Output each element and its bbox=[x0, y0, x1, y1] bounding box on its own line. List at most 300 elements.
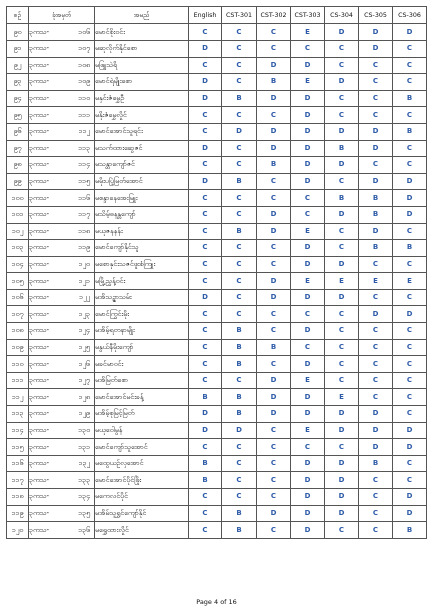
table-row bbox=[7, 206, 427, 223]
grade-cs-304: D bbox=[325, 24, 359, 41]
roll-number: ၁၂၇ bbox=[78, 376, 90, 385]
grade-cst-303: C bbox=[291, 339, 325, 356]
name-cell: မမြို့ညွှန့်ဝင်း bbox=[95, 273, 189, 290]
grade-cs-306: C bbox=[393, 57, 427, 74]
grade-cs-306: C bbox=[393, 406, 427, 423]
grade-cst-302: D bbox=[257, 57, 291, 74]
grade-cs-304: C bbox=[325, 439, 359, 456]
grade-english: C bbox=[189, 489, 222, 506]
roll-cell bbox=[29, 406, 95, 423]
name-cell: မနွယ်နီမိုးကျော် bbox=[95, 339, 189, 356]
roll-number: ၁၁၀ bbox=[78, 94, 90, 103]
grade-cs-304: C bbox=[325, 372, 359, 389]
serial-cell: ၉၇ bbox=[7, 140, 29, 157]
grade-cs-304: C bbox=[325, 356, 359, 373]
grade-cs-304: C bbox=[325, 339, 359, 356]
grade-cst-302: D bbox=[257, 406, 291, 423]
roll-prefix: ၃ကသ- bbox=[29, 226, 50, 235]
grade-english: C bbox=[189, 190, 222, 207]
grade-english: D bbox=[189, 422, 222, 439]
grade-cst-301: C bbox=[222, 206, 257, 223]
header-cs-304: CS-304 bbox=[325, 7, 359, 24]
grade-cst-302: D bbox=[257, 123, 291, 140]
name-cell: မသိမ့်ဓနန္တကျော် bbox=[95, 206, 189, 223]
roll-cell bbox=[29, 173, 95, 190]
grade-cst-301: B bbox=[222, 406, 257, 423]
serial-cell: ၁၁၆ bbox=[7, 455, 29, 472]
roll-cell bbox=[29, 40, 95, 57]
grade-cst-303: D bbox=[291, 472, 325, 489]
grade-cst-303: D bbox=[291, 140, 325, 157]
name-cell: မအိမြတ်စော bbox=[95, 372, 189, 389]
grade-cs-306: B bbox=[393, 90, 427, 107]
grade-cs-306: C bbox=[393, 372, 427, 389]
grade-cst-302: D bbox=[257, 206, 291, 223]
table-row bbox=[7, 240, 427, 257]
roll-cell bbox=[29, 90, 95, 107]
name-cell: မောင်အောင်ပိုင်ဖြိုး bbox=[95, 472, 189, 489]
name-cell: မောင်ကျော်သူအောင် bbox=[95, 439, 189, 456]
grade-cst-302: C bbox=[257, 40, 291, 57]
grade-cs-305: D bbox=[359, 123, 393, 140]
roll-prefix: ၃ကသ- bbox=[29, 44, 50, 53]
grade-cst-303: D bbox=[291, 107, 325, 124]
grade-cst-302: C bbox=[257, 422, 291, 439]
roll-prefix: ၃ကသ- bbox=[29, 210, 50, 219]
grade-cs-305: C bbox=[359, 323, 393, 340]
grade-cs-306: C bbox=[393, 40, 427, 57]
grade-cst-303: D bbox=[291, 406, 325, 423]
table-row bbox=[7, 489, 427, 506]
grade-english: C bbox=[189, 439, 222, 456]
grade-cs-305: C bbox=[359, 472, 393, 489]
grade-english: C bbox=[189, 356, 222, 373]
grade-english: C bbox=[189, 223, 222, 240]
grade-cs-306: C bbox=[393, 107, 427, 124]
grade-cs-306: C bbox=[393, 356, 427, 373]
roll-prefix: ၃ကသ- bbox=[29, 492, 50, 501]
grade-cs-306: C bbox=[393, 223, 427, 240]
roll-cell bbox=[29, 289, 95, 306]
grade-cs-305: B bbox=[359, 455, 393, 472]
grade-cs-306: C bbox=[393, 389, 427, 406]
grade-cst-303: C bbox=[291, 206, 325, 223]
grade-cs-306: C bbox=[393, 157, 427, 174]
roll-number: ၁၃၆ bbox=[78, 525, 90, 534]
name-cell: မောင်ကျော်နိုင်သူ bbox=[95, 240, 189, 257]
grade-cst-301: B bbox=[222, 339, 257, 356]
table-row bbox=[7, 406, 427, 423]
grade-cs-305: C bbox=[359, 57, 393, 74]
grade-cs-305: D bbox=[359, 422, 393, 439]
name-cell: မယုဇနနန်း bbox=[95, 223, 189, 240]
serial-cell: ၁၀၁ bbox=[7, 206, 29, 223]
serial-cell: ၁၀၄ bbox=[7, 256, 29, 273]
name-cell: မယုဝေါမွန် bbox=[95, 422, 189, 439]
grade-cst-302: C bbox=[257, 455, 291, 472]
table-body bbox=[7, 24, 427, 538]
roll-number: ၁၃၄ bbox=[78, 492, 90, 501]
table-row bbox=[7, 306, 427, 323]
roll-prefix: ၃ကသ- bbox=[29, 309, 50, 318]
grade-cst-303: E bbox=[291, 273, 325, 290]
roll-number: ၁၃၂ bbox=[78, 459, 90, 468]
grade-cs-306: D bbox=[393, 206, 427, 223]
roll-number: ၁၃၀ bbox=[78, 425, 90, 434]
roll-number: ၁၂၂ bbox=[79, 293, 90, 302]
table-row bbox=[7, 339, 427, 356]
table-row bbox=[7, 505, 427, 522]
roll-cell bbox=[29, 140, 95, 157]
grade-cst-302: D bbox=[257, 289, 291, 306]
grade-english: D bbox=[189, 74, 222, 91]
name-cell: မသန္တာကျော်ဇင် bbox=[95, 157, 189, 174]
name-cell: မအိသဉ္ဇာသမ်း bbox=[95, 289, 189, 306]
table-row bbox=[7, 24, 427, 41]
roll-number: ၁၂၀ bbox=[78, 260, 90, 268]
grade-cst-303: C bbox=[291, 40, 325, 57]
roll-prefix: ၃ကသ- bbox=[29, 342, 50, 351]
name-cell: မသက်ထားဆွေဇင် bbox=[95, 140, 189, 157]
grade-cs-305: E bbox=[359, 273, 393, 290]
name-cell: မောင်ရဲမျိုးစော bbox=[95, 74, 189, 91]
roll-cell bbox=[29, 24, 95, 41]
roll-number: ၁၁၇ bbox=[78, 210, 90, 219]
grade-cs-306: B bbox=[393, 240, 427, 257]
roll-prefix: ၃ကသ- bbox=[29, 193, 50, 202]
table-row bbox=[7, 323, 427, 340]
grade-cst-301: C bbox=[222, 455, 257, 472]
grade-cs-304: D bbox=[325, 256, 359, 273]
table-row bbox=[7, 157, 427, 174]
serial-cell: ၁၀၈ bbox=[7, 323, 29, 340]
grade-cs-304: D bbox=[325, 157, 359, 174]
grade-cst-302: D bbox=[257, 273, 291, 290]
grade-cs-305: C bbox=[359, 256, 393, 273]
grade-cs-304: D bbox=[325, 74, 359, 91]
grade-english: C bbox=[189, 256, 222, 273]
grade-english: D bbox=[189, 140, 222, 157]
header-row bbox=[7, 7, 427, 24]
roll-number: ၁၂၈ bbox=[78, 392, 90, 401]
roll-cell bbox=[29, 455, 95, 472]
roll-cell bbox=[29, 505, 95, 522]
name-cell: မစန္ဒာနေအေးမြူး bbox=[95, 190, 189, 207]
grade-cs-304: D bbox=[325, 289, 359, 306]
grade-cs-306: D bbox=[393, 306, 427, 323]
roll-number: ၁၁၄ bbox=[78, 160, 90, 169]
grade-cst-303: D bbox=[291, 389, 325, 406]
table-row bbox=[7, 389, 427, 406]
table-row bbox=[7, 123, 427, 140]
serial-cell: ၉၆ bbox=[7, 123, 29, 140]
grade-cs-306: C bbox=[393, 74, 427, 91]
roll-prefix: ၃ကသ- bbox=[29, 243, 50, 252]
grade-cst-303: D bbox=[291, 455, 325, 472]
header-cs-306: CS-306 bbox=[393, 7, 427, 24]
name-cell: မခင်မာဝင်း bbox=[95, 356, 189, 373]
grade-cst-302: C bbox=[257, 306, 291, 323]
grade-english: B bbox=[189, 389, 222, 406]
grade-english: C bbox=[189, 57, 222, 74]
roll-prefix: ၃ကသ- bbox=[29, 508, 50, 517]
roll-cell bbox=[29, 206, 95, 223]
grade-cst-302: C bbox=[257, 489, 291, 506]
grade-cst-303: D bbox=[291, 323, 325, 340]
grade-cst-302: D bbox=[257, 140, 291, 157]
grade-cst-302: C bbox=[257, 24, 291, 41]
roll-prefix: ၃ကသ- bbox=[29, 293, 50, 302]
grade-cs-304: C bbox=[325, 57, 359, 74]
grade-cs-305: C bbox=[359, 356, 393, 373]
grade-cst-301: C bbox=[222, 74, 257, 91]
grade-cst-303: D bbox=[291, 489, 325, 506]
grade-cst-302: D bbox=[257, 505, 291, 522]
grade-cs-305: D bbox=[359, 439, 393, 456]
grade-cst-302: D bbox=[257, 90, 291, 107]
grade-cst-303: C bbox=[291, 306, 325, 323]
roll-number: ၁၁၅ bbox=[78, 177, 90, 186]
roll-number: ၁၁၈ bbox=[78, 226, 90, 235]
grade-english: D bbox=[189, 289, 222, 306]
serial-cell: ၁၁၇ bbox=[7, 472, 29, 489]
roll-cell bbox=[29, 57, 95, 74]
grade-cs-304: D bbox=[325, 206, 359, 223]
grade-cs-305: C bbox=[359, 289, 393, 306]
roll-number: ၁၃၃ bbox=[78, 475, 90, 484]
name-cell: မောင်စိုးဝင်း bbox=[95, 24, 189, 41]
serial-cell: ၉၀ bbox=[7, 24, 29, 41]
serial-cell: ၁၀၅ bbox=[7, 273, 29, 290]
grade-cst-303: D bbox=[291, 157, 325, 174]
grade-cs-306: C bbox=[393, 140, 427, 157]
grade-cs-305: B bbox=[359, 206, 393, 223]
grade-cst-301: C bbox=[222, 240, 257, 257]
grade-cst-302: C bbox=[257, 256, 291, 273]
serial-cell: ၁၂၀ bbox=[7, 522, 29, 539]
serial-cell: ၉၉ bbox=[7, 173, 29, 190]
grade-english: C bbox=[189, 522, 222, 539]
grade-english: C bbox=[189, 306, 222, 323]
roll-number: ၁၃၅ bbox=[78, 508, 90, 517]
grade-cst-302: C bbox=[257, 240, 291, 257]
grade-cs-305: C bbox=[359, 522, 393, 539]
table-row bbox=[7, 190, 427, 207]
grade-cst-303: D bbox=[291, 57, 325, 74]
grade-cs-306: D bbox=[393, 489, 427, 506]
name-cell: မအိမ့်စုမြင့်မြတ် bbox=[95, 406, 189, 423]
grade-cst-301: C bbox=[222, 439, 257, 456]
serial-cell: ၁၀၇ bbox=[7, 306, 29, 323]
grade-cs-304: B bbox=[325, 190, 359, 207]
roll-cell bbox=[29, 489, 95, 506]
roll-prefix: ၃ကသ- bbox=[29, 376, 50, 385]
grade-cst-301: C bbox=[222, 289, 257, 306]
grade-english: D bbox=[189, 90, 222, 107]
grade-cst-302: C bbox=[257, 190, 291, 207]
grade-cst-302: B bbox=[257, 74, 291, 91]
table-row bbox=[7, 439, 427, 456]
grade-cs-304: D bbox=[325, 489, 359, 506]
grade-cs-305: D bbox=[359, 406, 393, 423]
grade-english: C bbox=[189, 157, 222, 174]
grade-cst-303: E bbox=[291, 422, 325, 439]
serial-cell: ၉၄ bbox=[7, 90, 29, 107]
header-roll: ခုံအမှတ် bbox=[29, 7, 95, 24]
grade-cst-301: C bbox=[222, 140, 257, 157]
serial-cell: ၁၁၄ bbox=[7, 422, 29, 439]
roll-cell bbox=[29, 306, 95, 323]
grade-english: C bbox=[189, 206, 222, 223]
serial-cell: ၁၁၀ bbox=[7, 356, 29, 373]
serial-cell: ၁၀၀ bbox=[7, 190, 29, 207]
grade-english: C bbox=[189, 505, 222, 522]
name-cell: မနှင်းဇံမွှေဦ bbox=[95, 90, 189, 107]
grade-cst-303: E bbox=[291, 372, 325, 389]
grade-cs-304: D bbox=[325, 422, 359, 439]
grade-cs-305: D bbox=[359, 40, 393, 57]
name-cell: မောင်ကြွင်းမိုး bbox=[95, 306, 189, 323]
grade-cst-301: C bbox=[222, 273, 257, 290]
grade-cst-303: C bbox=[291, 439, 325, 456]
grade-cst-301: D bbox=[222, 422, 257, 439]
serial-cell: ၉၃ bbox=[7, 74, 29, 91]
grade-cst-301: B bbox=[222, 505, 257, 522]
name-cell: မောင်အောင်သူရင်း bbox=[95, 123, 189, 140]
grade-cst-303: E bbox=[291, 24, 325, 41]
grade-english: D bbox=[189, 40, 222, 57]
header-english: English bbox=[189, 7, 222, 24]
roll-number: ၁၁၂ bbox=[78, 127, 90, 136]
grade-cs-305: C bbox=[359, 389, 393, 406]
header-cst-301: CST-301 bbox=[222, 7, 257, 24]
name-cell: မအိမ့်ရတနာမျိုး bbox=[95, 323, 189, 340]
roll-cell bbox=[29, 389, 95, 406]
grade-cs-306: E bbox=[393, 273, 427, 290]
table-row bbox=[7, 74, 427, 91]
grade-cs-304: C bbox=[325, 40, 359, 57]
grade-cs-306: D bbox=[393, 422, 427, 439]
grade-cs-304: C bbox=[325, 306, 359, 323]
grade-cst-302: B bbox=[257, 157, 291, 174]
header-serial: စဥ် bbox=[7, 7, 29, 24]
grade-english: D bbox=[189, 406, 222, 423]
roll-prefix: ၃ကသ- bbox=[29, 359, 50, 368]
grade-cs-304: C bbox=[325, 522, 359, 539]
grade-cst-301: C bbox=[222, 306, 257, 323]
page-footer: Page 4 of 16 bbox=[196, 598, 237, 606]
grade-cs-306: C bbox=[393, 289, 427, 306]
serial-cell: ၁၀၂ bbox=[7, 223, 29, 240]
grade-cs-306: C bbox=[393, 256, 427, 273]
serial-cell: ၁၁၈ bbox=[7, 489, 29, 506]
grade-cs-306: D bbox=[393, 505, 427, 522]
grade-cst-302: D bbox=[257, 389, 291, 406]
roll-number: ၁၂၅ bbox=[78, 342, 90, 351]
grade-cs-304: C bbox=[325, 90, 359, 107]
grade-cs-304: D bbox=[325, 455, 359, 472]
roll-number: ၁၂၉ bbox=[78, 409, 90, 418]
roll-cell bbox=[29, 339, 95, 356]
roll-number: ၁၃၁ bbox=[78, 442, 90, 451]
grade-english: C bbox=[189, 107, 222, 124]
roll-number: ၁၂၁ bbox=[78, 276, 90, 285]
name-cell: မဖြူသဲရိ bbox=[95, 57, 189, 74]
name-cell: မကေလင်ပိုင် bbox=[95, 489, 189, 506]
grade-cst-302: C bbox=[257, 472, 291, 489]
name-cell: မထွေယဉ်လှအောင် bbox=[95, 455, 189, 472]
grade-cs-304: C bbox=[325, 173, 359, 190]
grade-cst-302: B bbox=[257, 339, 291, 356]
roll-prefix: ၃ကသ- bbox=[29, 177, 50, 186]
grade-cs-305: C bbox=[359, 107, 393, 124]
roll-cell bbox=[29, 157, 95, 174]
roll-cell bbox=[29, 107, 95, 124]
table-row bbox=[7, 90, 427, 107]
grade-cst-302: D bbox=[257, 372, 291, 389]
grade-cs-305: D bbox=[359, 24, 393, 41]
roll-prefix: ၃ကသ- bbox=[29, 459, 50, 468]
grade-cst-301: B bbox=[222, 389, 257, 406]
grade-cst-302: C bbox=[257, 522, 291, 539]
grade-cs-304: C bbox=[325, 107, 359, 124]
grade-cst-303: C bbox=[291, 190, 325, 207]
grade-cs-305: C bbox=[359, 489, 393, 506]
grade-cst-302: C bbox=[257, 173, 291, 190]
grade-cst-301: C bbox=[222, 489, 257, 506]
roll-prefix: ၃ကသ- bbox=[29, 276, 50, 285]
grade-cst-303: D bbox=[291, 356, 325, 373]
results-sheet bbox=[6, 6, 426, 539]
serial-cell: ၁၁၂ bbox=[7, 389, 29, 406]
grade-cs-305: D bbox=[359, 173, 393, 190]
grade-cst-302: C bbox=[257, 439, 291, 456]
table-row bbox=[7, 522, 427, 539]
roll-cell bbox=[29, 74, 95, 91]
name-cell: မောင်အောင်မင်းခန့် bbox=[95, 389, 189, 406]
grade-cs-305: C bbox=[359, 505, 393, 522]
roll-cell bbox=[29, 522, 95, 539]
grade-cs-306: B bbox=[393, 123, 427, 140]
name-cell: မရွှေထားလှိုင် bbox=[95, 522, 189, 539]
serial-cell: ၁၁၉ bbox=[7, 505, 29, 522]
grade-cst-302: C bbox=[257, 356, 291, 373]
roll-prefix: ၃ကသ- bbox=[29, 60, 50, 69]
results-table bbox=[6, 6, 427, 539]
table-row bbox=[7, 372, 427, 389]
roll-prefix: ၃ကသ- bbox=[29, 94, 50, 103]
grade-cs-304: D bbox=[325, 472, 359, 489]
name-cell: မမိုးပပြဲ့မြတ်အောင် bbox=[95, 173, 189, 190]
roll-cell bbox=[29, 190, 95, 207]
table-row bbox=[7, 140, 427, 157]
grade-cs-305: D bbox=[359, 306, 393, 323]
grade-cst-301: C bbox=[222, 24, 257, 41]
grade-cs-306: D bbox=[393, 24, 427, 41]
name-cell: မအိမ်သူရွှင်ကျော်နိုင် bbox=[95, 505, 189, 522]
grade-cst-303: D bbox=[291, 522, 325, 539]
serial-cell: ၁၁၃ bbox=[7, 406, 29, 423]
table-row bbox=[7, 422, 427, 439]
grade-cst-303: E bbox=[291, 74, 325, 91]
grade-cs-305: C bbox=[359, 90, 393, 107]
grade-english: C bbox=[189, 240, 222, 257]
grade-english: C bbox=[189, 273, 222, 290]
grade-cst-301: B bbox=[222, 356, 257, 373]
name-cell: မနိုးဇံမွှေလှိုင် bbox=[95, 107, 189, 124]
grade-cs-304: D bbox=[325, 406, 359, 423]
grade-cs-306: D bbox=[393, 173, 427, 190]
